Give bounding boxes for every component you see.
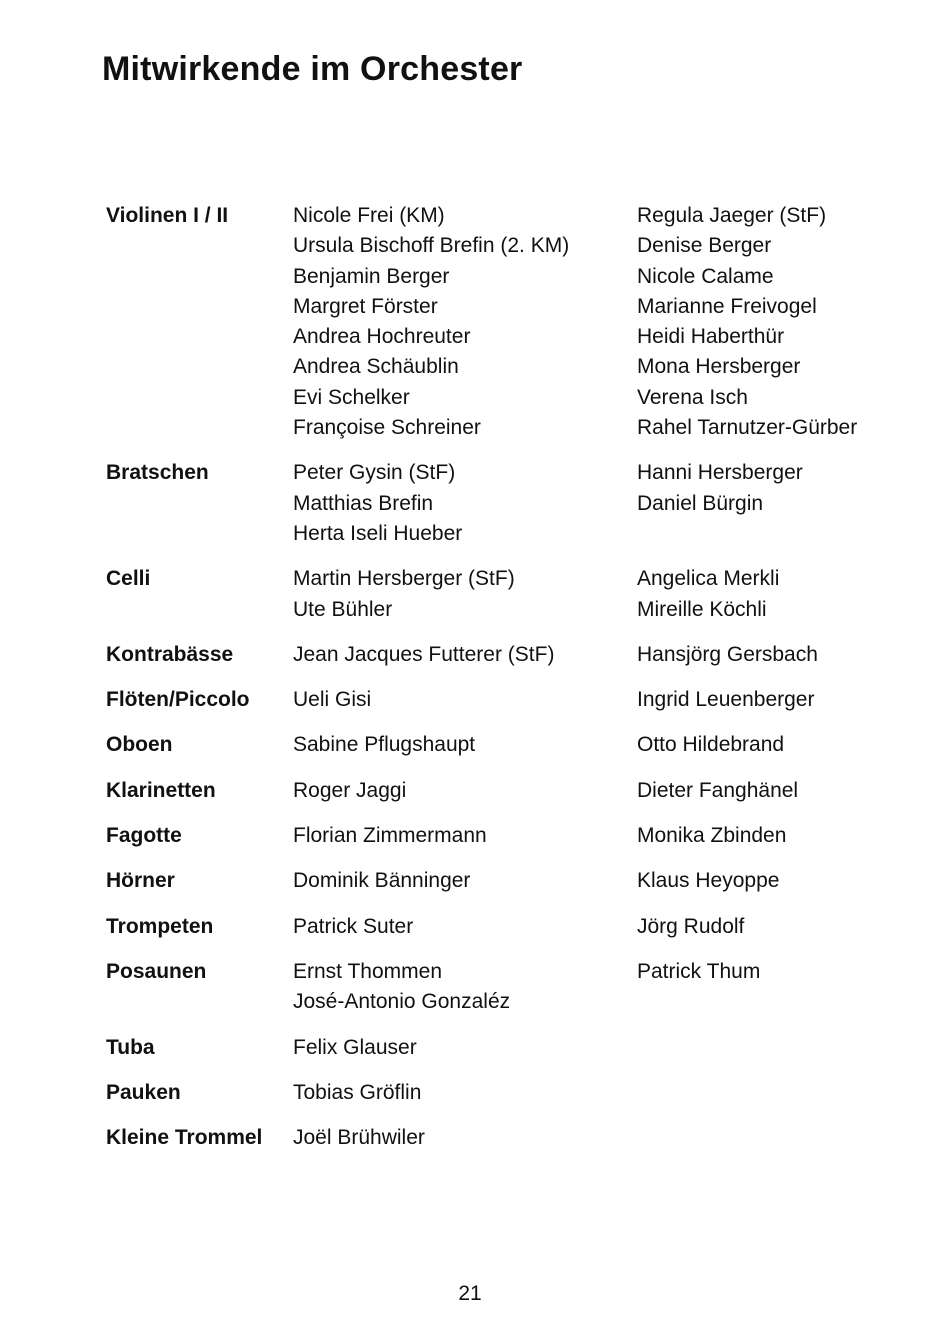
roster-section (106, 1123, 906, 1153)
roster-section (106, 776, 906, 806)
member-name: Daniel Bürgin (637, 491, 764, 515)
roster-section (106, 957, 906, 1018)
member-name: Martin Hersberger (StF) (293, 567, 515, 591)
member-name: Patrick Thum (637, 959, 761, 983)
member-name: Ursula Bischoff Brefin (2. KM) (293, 234, 570, 258)
member-name: Mona Hersberger (637, 355, 801, 379)
members-column-left (293, 1123, 637, 1153)
page-number: 21 (458, 1282, 482, 1305)
member-name: Florian Zimmermann (293, 824, 487, 848)
members-column-right (637, 912, 917, 942)
member-name: Klaus Heyoppe (637, 869, 780, 893)
members-column-left (293, 730, 637, 760)
member-name: Rahel Tarnutzer-Gürber (637, 416, 858, 440)
member-name: Nicole Calame (637, 264, 774, 288)
members-column-left (293, 458, 637, 549)
roster-section (106, 730, 906, 760)
member-name: Roger Jaggi (293, 778, 407, 802)
member-name: Tobias Gröflin (293, 1080, 422, 1104)
instrument-label: Kleine Trommel (106, 1126, 263, 1150)
members-column-right (637, 821, 917, 851)
member-name: Marianne Freivogel (637, 294, 817, 318)
roster-section (106, 564, 906, 625)
members-column-left (293, 1033, 637, 1063)
member-name: Ernst Thommen (293, 959, 442, 983)
member-name: Heidi Haberthür (637, 325, 785, 349)
members-column-left (293, 1078, 637, 1108)
members-column-left (293, 821, 637, 851)
roster-section (106, 821, 906, 851)
member-name: Benjamin Berger (293, 264, 450, 288)
member-name: Felix Glauser (293, 1035, 417, 1059)
member-name: Mireille Köchli (637, 597, 767, 621)
instrument-label: Hörner (106, 869, 175, 893)
member-name: Matthias Brefin (293, 491, 434, 515)
member-name: Hansjörg Gersbach (637, 642, 818, 666)
member-name: Dieter Fanghänel (637, 778, 799, 802)
member-name: Evi Schelker (293, 385, 410, 409)
member-name: José-Antonio Gonzaléz (293, 990, 511, 1014)
members-column-right (637, 957, 917, 987)
instrument-label: Trompeten (106, 914, 214, 938)
member-name: Hanni Hersberger (637, 461, 803, 485)
members-column-left (293, 912, 637, 942)
members-column-left (293, 685, 637, 715)
members-column-left (293, 957, 637, 1018)
members-column-right (637, 201, 917, 443)
member-name: Ingrid Leuenberger (637, 688, 815, 712)
member-name: Angelica Merkli (637, 567, 780, 591)
members-column-left (293, 201, 637, 443)
member-name: Joël Brühwiler (293, 1126, 425, 1150)
roster-section (106, 458, 906, 549)
member-name: Margret Förster (293, 294, 438, 318)
members-column-left (293, 776, 637, 806)
orchestra-roster (106, 201, 906, 1168)
member-name: Otto Hildebrand (637, 733, 785, 757)
member-name: Andrea Hochreuter (293, 325, 471, 349)
member-name: Nicole Frei (KM) (293, 204, 445, 227)
member-name: Patrick Suter (293, 914, 414, 938)
roster-section (106, 685, 906, 715)
roster-section (106, 1033, 906, 1063)
instrument-label: Tuba (106, 1035, 155, 1059)
instrument-label: Celli (106, 567, 151, 591)
member-name: Jörg Rudolf (637, 914, 745, 938)
instrument-label: Flöten/Piccolo (106, 688, 250, 712)
members-column-left (293, 564, 637, 625)
member-name: Regula Jaeger (StF) (637, 204, 827, 227)
members-column-right (637, 685, 917, 715)
members-column-right (637, 730, 917, 760)
member-name: Jean Jacques Futterer (StF) (293, 642, 555, 666)
member-name: Ute Bühler (293, 597, 393, 621)
roster-section (106, 640, 906, 670)
members-column-right (637, 866, 917, 896)
instrument-label: Posaunen (106, 959, 207, 983)
instrument-label: Pauken (106, 1080, 181, 1104)
member-name: Denise Berger (637, 234, 772, 258)
member-name: Dominik Bänninger (293, 869, 471, 893)
roster-section (106, 201, 906, 443)
roster-section (106, 866, 906, 896)
member-name: Monika Zbinden (637, 824, 787, 848)
roster-section (106, 912, 906, 942)
page-title: Mitwirkende im Orchester (102, 50, 523, 88)
instrument-label: Oboen (106, 733, 173, 757)
member-name: Peter Gysin (StF) (293, 461, 456, 485)
roster-section (106, 1078, 906, 1108)
members-column-left (293, 640, 637, 670)
instrument-label: Bratschen (106, 461, 209, 485)
members-column-right (637, 458, 917, 519)
instrument-label: Fagotte (106, 824, 182, 848)
member-name: Sabine Pflugshaupt (293, 733, 476, 757)
member-name: Ueli Gisi (293, 688, 372, 712)
members-column-left (293, 866, 637, 896)
instrument-label: Violinen I / II (106, 204, 229, 227)
member-name: Françoise Schreiner (293, 416, 481, 440)
members-column-right (637, 640, 917, 670)
instrument-label: Klarinetten (106, 778, 216, 802)
instrument-label: Kontrabässe (106, 642, 234, 666)
member-name: Verena Isch (637, 385, 748, 409)
members-column-right (637, 776, 917, 806)
members-column-right (637, 564, 917, 625)
member-name: Andrea Schäublin (293, 355, 459, 379)
member-name: Herta Iseli Hueber (293, 521, 463, 545)
